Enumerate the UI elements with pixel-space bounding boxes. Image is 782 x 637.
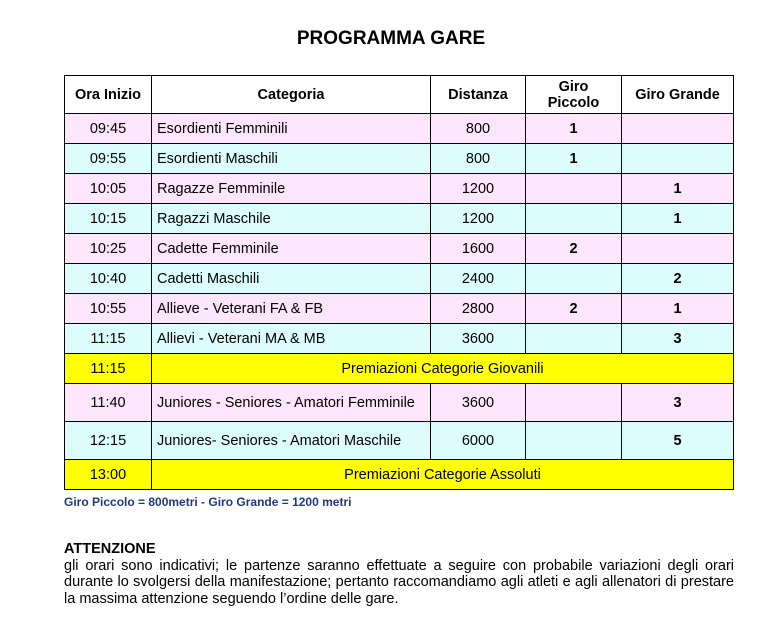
table-row — [65, 294, 734, 324]
distance-cell: 800 — [431, 144, 526, 174]
distance-cell: 6000 — [431, 422, 526, 460]
table-row — [65, 422, 734, 460]
category-cell: Juniores- Seniores - Amatori Maschile — [152, 422, 431, 460]
time-cell: 10:25 — [65, 234, 152, 264]
time-cell: 10:05 — [65, 174, 152, 204]
header-time: Ora Inizio — [65, 76, 152, 114]
header-distance: Distanza — [431, 76, 526, 114]
attention-text: gli orari sono indicativi; le partenze saranno effettuate a seguire con probabile variazioni degli orari durante lo svolgersi della manifestazione; pertanto raccomandiamo agli atleti e agli allenatori di prestare la massima attenzione seguendo l’ordine delle gare. — [64, 557, 734, 607]
giro-piccolo-cell — [526, 422, 622, 460]
category-cell: Allievi - Veterani MA & MB — [152, 324, 431, 354]
time-cell: 11:15 — [65, 354, 152, 384]
giro-piccolo-cell — [526, 204, 622, 234]
time-cell: 12:15 — [65, 422, 152, 460]
category-cell: Esordienti Femminili — [152, 114, 431, 144]
giro-grande-cell: 1 — [622, 174, 734, 204]
giro-piccolo-cell: 1 — [526, 114, 622, 144]
giro-piccolo-cell — [526, 324, 622, 354]
attention-section — [64, 541, 734, 607]
table-row — [65, 174, 734, 204]
giro-piccolo-cell: 2 — [526, 294, 622, 324]
giro-grande-cell: 3 — [622, 324, 734, 354]
giro-grande-cell: 1 — [622, 204, 734, 234]
award-cell: Premiazioni Categorie Giovanili — [152, 354, 734, 384]
time-cell: 10:55 — [65, 294, 152, 324]
category-cell: Ragazze Femminile — [152, 174, 431, 204]
giro-grande-cell: 2 — [622, 264, 734, 294]
category-cell: Allieve - Veterani FA & FB — [152, 294, 431, 324]
table-row — [65, 354, 734, 384]
distance-cell: 2800 — [431, 294, 526, 324]
table-row — [65, 204, 734, 234]
giro-grande-cell: 5 — [622, 422, 734, 460]
category-cell: Cadette Femminile — [152, 234, 431, 264]
giro-piccolo-cell — [526, 264, 622, 294]
table-row — [65, 114, 734, 144]
category-cell: Esordienti Maschili — [152, 144, 431, 174]
time-cell: 10:40 — [65, 264, 152, 294]
category-cell: Cadetti Maschili — [152, 264, 431, 294]
time-cell: 11:40 — [65, 384, 152, 422]
table-header — [65, 76, 734, 114]
giro-piccolo-cell — [526, 174, 622, 204]
distance-cell: 1200 — [431, 204, 526, 234]
attention-heading: ATTENZIONE — [64, 541, 156, 557]
schedule-table — [64, 75, 734, 490]
category-cell: Juniores - Seniores - Amatori Femminile — [152, 384, 431, 422]
footnote: Giro Piccolo = 800metri - Giro Grande = 1200 metri — [64, 495, 352, 509]
giro-grande-cell: 1 — [622, 294, 734, 324]
distance-cell: 3600 — [431, 384, 526, 422]
header-giro-piccolo: Giro Piccolo — [526, 76, 622, 114]
category-cell: Ragazzi Maschile — [152, 204, 431, 234]
giro-grande-cell — [622, 234, 734, 264]
giro-piccolo-cell: 2 — [526, 234, 622, 264]
giro-grande-cell: 3 — [622, 384, 734, 422]
header-giro-grande: Giro Grande — [622, 76, 734, 114]
award-cell: Premiazioni Categorie Assoluti — [152, 460, 734, 490]
distance-cell: 1200 — [431, 174, 526, 204]
distance-cell: 2400 — [431, 264, 526, 294]
time-cell: 09:45 — [65, 114, 152, 144]
time-cell: 13:00 — [65, 460, 152, 490]
table-row — [65, 324, 734, 354]
table-row — [65, 460, 734, 490]
giro-piccolo-cell — [526, 384, 622, 422]
time-cell: 10:15 — [65, 204, 152, 234]
time-cell: 09:55 — [65, 144, 152, 174]
page-title: PROGRAMMA GARE — [296, 28, 486, 49]
header-category: Categoria — [152, 76, 431, 114]
giro-grande-cell — [622, 114, 734, 144]
distance-cell: 3600 — [431, 324, 526, 354]
table-row — [65, 384, 734, 422]
table-row — [65, 264, 734, 294]
giro-grande-cell — [622, 144, 734, 174]
table-row — [65, 234, 734, 264]
distance-cell: 1600 — [431, 234, 526, 264]
time-cell: 11:15 — [65, 324, 152, 354]
giro-piccolo-cell: 1 — [526, 144, 622, 174]
distance-cell: 800 — [431, 114, 526, 144]
table-row — [65, 144, 734, 174]
